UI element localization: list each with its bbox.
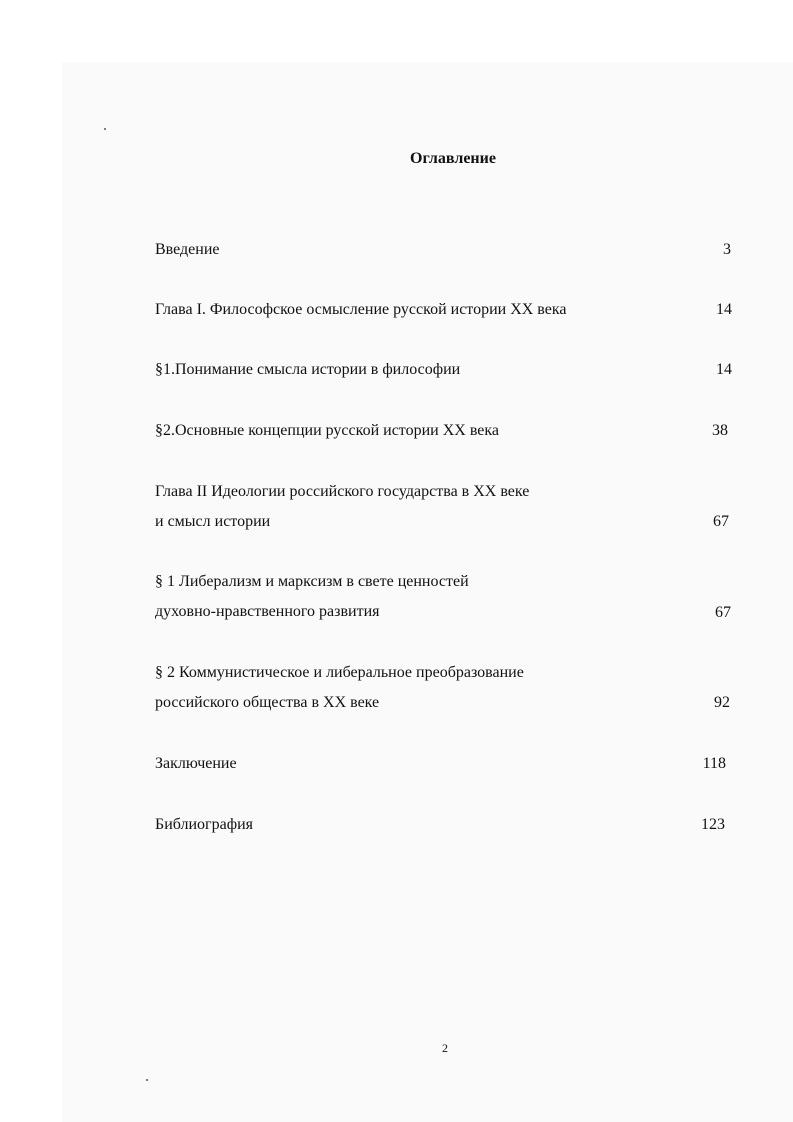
toc-entry-label: Глава II Идеологии российского государства в XX веке xyxy=(155,483,530,500)
scan-speck xyxy=(146,1079,148,1081)
toc-entry-label: § 2 Коммунистическое и либеральное преобразование xyxy=(155,664,524,681)
scan-speck xyxy=(104,128,106,130)
toc-entry-label: §1.Понимание смысла истории в философии xyxy=(155,361,461,378)
toc-entry-page-number: 123 xyxy=(701,816,725,833)
toc-entry-label: § 1 Либерализм и марксизм в свете ценностей xyxy=(155,573,469,590)
page-title: Оглавление xyxy=(410,150,496,167)
toc-entry-label-continued: российского общества в XX веке xyxy=(155,694,380,711)
toc-entry-label-continued: духовно-нравственного развития xyxy=(155,603,380,620)
toc-entry-label: Библиография xyxy=(155,816,253,833)
toc-entry-page-number: 14 xyxy=(716,301,732,318)
toc-entry-page-number: 3 xyxy=(723,241,731,258)
toc-entry-page-number: 118 xyxy=(702,755,726,772)
toc-entry-page-number: 67 xyxy=(713,513,729,530)
toc-entry-page-number: 67 xyxy=(715,604,731,621)
toc-entry-page-number: 38 xyxy=(712,422,728,439)
toc-entry-label: Глава I. Философское осмысление русской истории XX века xyxy=(155,301,567,318)
toc-entry-label: Введение xyxy=(155,241,220,258)
toc-entry-label: Заключение xyxy=(155,755,237,772)
toc-entry-label: §2.Основные концепции русской истории XX века xyxy=(155,422,500,439)
page-number: 2 xyxy=(442,1041,448,1055)
toc-entry-page-number: 92 xyxy=(714,694,730,711)
toc-entry-label-continued: и смысл истории xyxy=(155,513,271,530)
toc-entry-page-number: 14 xyxy=(716,361,732,378)
